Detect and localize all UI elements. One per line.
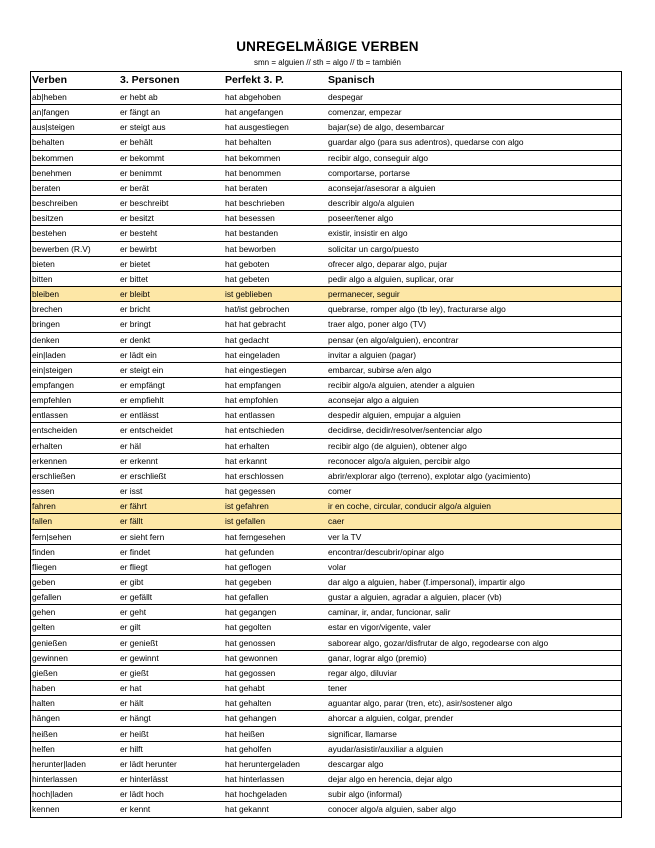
table-row (30, 363, 621, 378)
cell-spanish: tener (328, 683, 348, 694)
table-row (30, 211, 621, 226)
cell-verb: gehen (32, 607, 56, 618)
cell-spanish: permanecer, seguir (328, 289, 400, 300)
cell-perfekt: hat beworben (225, 243, 276, 254)
cell-verb: empfehlen (32, 395, 72, 406)
cell-3-person: er findet (120, 546, 151, 557)
cell-verb: essen (32, 486, 55, 497)
table-row (30, 772, 621, 787)
cell-spanish: descargar algo (328, 758, 384, 769)
cell-perfekt: hat hat gebracht (225, 319, 286, 330)
cell-perfekt: ist geblieben (225, 289, 273, 300)
cell-3-person: er gilt (120, 622, 141, 633)
cell-verb: brechen (32, 304, 63, 315)
cell-spanish: caer (328, 516, 345, 527)
cell-verb: kennen (32, 804, 60, 815)
header-3-personen: 3. Personen (120, 74, 180, 86)
cell-3-person: er hebt ab (120, 92, 158, 102)
cell-verb: aus|steigen (32, 122, 75, 133)
cell-3-person: er berät (120, 182, 149, 193)
cell-spanish: ayudar/asistir/auxiliar a alguien (328, 743, 443, 754)
cell-3-person: er bricht (120, 304, 151, 315)
cell-3-person: er häl (120, 440, 141, 451)
table-row (30, 105, 621, 120)
table-row (30, 348, 621, 363)
cell-spanish: recibir algo/a alguien, atender a alguien (328, 379, 475, 390)
table-row (30, 636, 621, 651)
cell-perfekt: hat heruntergeladen (225, 758, 300, 769)
table-row (30, 696, 621, 711)
cell-spanish: traer algo, poner algo (TV) (328, 319, 427, 330)
cell-3-person: er sieht fern (120, 531, 165, 542)
table-row (30, 333, 621, 348)
cell-perfekt: hat erkannt (225, 455, 267, 466)
cell-perfekt: hat entschieden (225, 425, 285, 436)
cell-spanish: bajar(se) de algo, desembarcar (328, 122, 445, 133)
cell-perfekt: hat geflogen (225, 561, 272, 572)
cell-verb: bieten (32, 258, 55, 269)
table-row (30, 181, 621, 196)
cell-spanish: subir algo (informal) (328, 789, 403, 800)
cell-perfekt: hat gekannt (225, 804, 269, 815)
cell-3-person: er erkennt (120, 455, 158, 466)
cell-verb: entscheiden (32, 425, 78, 436)
cell-3-person: er lädt ein (120, 349, 157, 360)
cell-spanish: comer (328, 486, 352, 497)
table-row (30, 120, 621, 135)
page-title: UNREGELMÄßIGE VERBEN (236, 39, 419, 54)
table-row (30, 666, 621, 681)
cell-perfekt: ist gefallen (225, 516, 266, 527)
cell-verb: benehmen (32, 167, 72, 178)
verb-table (30, 71, 621, 818)
cell-3-person: er gewinnt (120, 652, 159, 663)
cell-3-person: er empfiehlt (120, 395, 164, 406)
cell-verb: helfen (32, 743, 55, 754)
cell-3-person: er beschreibt (120, 198, 169, 209)
cell-3-person: er geht (120, 607, 147, 618)
table-row (30, 226, 621, 241)
cell-3-person: er bewirbt (120, 243, 157, 254)
cell-spanish: ver la TV (328, 531, 362, 542)
table-row (30, 439, 621, 454)
cell-perfekt: hat behalten (225, 137, 272, 148)
cell-perfekt: hat empfohlen (225, 395, 279, 406)
cell-verb: an|fangen (32, 107, 70, 118)
cell-spanish: aconsejar/asesorar a alguien (328, 182, 436, 193)
cell-spanish: existir, insistir en algo (328, 228, 408, 239)
cell-perfekt: hat bestanden (225, 228, 279, 239)
table-row (30, 302, 621, 317)
cell-3-person: er fällt (120, 516, 143, 527)
cell-3-person: er lädt herunter (120, 758, 177, 769)
cell-verb: gefallen (32, 592, 62, 603)
cell-spanish: estar en vigor/vigente, valer (328, 622, 431, 633)
cell-perfekt: hat erhalten (225, 440, 270, 451)
cell-spanish: significar, llamarse (328, 728, 397, 739)
cell-perfekt: hat hochgeladen (225, 789, 287, 800)
cell-perfekt: hat geholfen (225, 743, 272, 754)
cell-perfekt: hat gegeben (225, 577, 272, 587)
cell-3-person: er kennt (120, 804, 151, 815)
cell-perfekt: hat erschlossen (225, 470, 284, 481)
table-header (30, 71, 621, 90)
cell-spanish: ofrecer algo, deparar algo, pujar (328, 258, 448, 269)
cell-3-person: er entlässt (120, 410, 159, 421)
cell-perfekt: hat benommen (225, 167, 281, 178)
cell-perfekt: hat entlassen (225, 410, 275, 421)
cell-perfekt: hat gewonnen (225, 652, 278, 663)
table-row (30, 514, 621, 529)
cell-verb: beschreiben (32, 198, 78, 209)
cell-spanish: ir en coche, circular, conducir algo/a alguien (328, 501, 491, 512)
cell-perfekt: hat gegossen (225, 667, 276, 678)
cell-perfekt: hat abgehoben (225, 92, 281, 102)
cell-spanish: pensar (en algo/alguien), encontrar (328, 334, 459, 345)
cell-perfekt: hat heißen (225, 728, 265, 739)
cell-spanish: aconsejar algo a alguien (328, 395, 419, 406)
table-row (30, 651, 621, 666)
cell-spanish: regar algo, diluviar (328, 667, 397, 678)
cell-verb: fallen (32, 516, 53, 527)
cell-spanish: reconocer algo/a alguien, percibir algo (328, 455, 470, 466)
cell-verb: hängen (32, 713, 60, 724)
cell-spanish: invitar a alguien (pagar) (328, 349, 416, 360)
table-row (30, 681, 621, 696)
cell-verb: fern|sehen (32, 531, 72, 542)
cell-verb: gewinnen (32, 652, 68, 663)
cell-3-person: er fährt (120, 501, 147, 512)
cell-perfekt: hat eingeladen (225, 349, 280, 360)
cell-verb: bitten (32, 273, 53, 284)
cell-perfekt: hat beschrieben (225, 198, 285, 209)
cell-verb: genießen (32, 637, 67, 648)
cell-3-person: er gibt (120, 577, 144, 587)
table-row (30, 393, 621, 408)
cell-spanish: describir algo/a alguien (328, 198, 415, 209)
cell-verb: ab|heben (32, 92, 67, 102)
cell-verb: gießen (32, 667, 58, 678)
table-row (30, 423, 621, 438)
cell-verb: bewerben (R.V) (32, 243, 91, 254)
cell-verb: herunter|laden (32, 758, 86, 769)
cell-spanish: dejar algo en herencia, dejar algo (328, 774, 453, 785)
cell-perfekt: hat besessen (225, 213, 275, 224)
cell-spanish: recibir algo (de alguien), obtener algo (328, 440, 467, 451)
cell-verb: erschließen (32, 470, 76, 481)
cell-perfekt: hat beraten (225, 182, 268, 193)
cell-3-person: er hängt (120, 713, 151, 724)
cell-perfekt: hat ferngesehen (225, 531, 286, 542)
cell-verb: entlassen (32, 410, 68, 421)
table-row (30, 135, 621, 150)
cell-perfekt: hat/ist gebrochen (225, 304, 290, 315)
cell-perfekt: hat empfangen (225, 379, 281, 390)
cell-spanish: volar (328, 561, 347, 572)
table-row (30, 151, 621, 166)
cell-3-person: er hält (120, 698, 144, 709)
table-row (30, 787, 621, 802)
table-row (30, 590, 621, 605)
table-row (30, 757, 621, 772)
cell-spanish: embarcar, subirse a/en algo (328, 364, 432, 375)
cell-verb: halten (32, 698, 55, 709)
cell-spanish: gustar a alguien, agradar a alguien, placer (vb) (328, 592, 502, 603)
cell-3-person: er hilft (120, 743, 143, 754)
cell-perfekt: hat gegangen (225, 607, 277, 618)
cell-verb: geben (32, 577, 56, 587)
table-row (30, 530, 621, 545)
table-row (30, 742, 621, 757)
cell-3-person: er behält (120, 137, 153, 148)
table-body (30, 90, 621, 818)
cell-perfekt: hat geboten (225, 258, 270, 269)
cell-perfekt: hat gebeten (225, 273, 270, 284)
table-row (30, 166, 621, 181)
cell-spanish: saborear algo, gozar/disfrutar de algo, regodearse con algo (328, 637, 549, 648)
table-left-border (30, 71, 31, 818)
cell-spanish: ganar, lograr algo (premio) (328, 652, 427, 663)
cell-spanish: comenzar, empezar (328, 107, 402, 118)
cell-verb: bleiben (32, 289, 60, 300)
cell-perfekt: hat hinterlassen (225, 774, 285, 785)
table-row (30, 317, 621, 332)
cell-spanish: abrir/explorar algo (terreno), explotar algo (yacimiento) (328, 470, 531, 481)
cell-perfekt: hat gehabt (225, 683, 265, 694)
cell-3-person: er fliegt (120, 561, 148, 572)
cell-spanish: encontrar/descubrir/opinar algo (328, 546, 444, 557)
cell-verb: ein|laden (32, 349, 66, 360)
cell-perfekt: hat gegolten (225, 622, 272, 633)
header-perfekt: Perfekt 3. P. (225, 74, 284, 86)
cell-verb: bestehen (32, 228, 67, 239)
cell-spanish: pedir algo a alguien, suplicar, orar (328, 273, 454, 284)
cell-perfekt: hat gefallen (225, 592, 269, 603)
cell-3-person: er bittet (120, 273, 148, 284)
cell-spanish: conocer algo/a alguien, saber algo (328, 804, 457, 815)
cell-3-person: er empfängt (120, 379, 165, 390)
table-row (30, 242, 621, 257)
cell-verb: finden (32, 546, 55, 557)
table-row (30, 408, 621, 423)
table-row (30, 469, 621, 484)
cell-verb: erkennen (32, 455, 67, 466)
cell-perfekt: hat genossen (225, 637, 276, 648)
cell-3-person: er isst (120, 486, 143, 497)
cell-3-person: er genießt (120, 637, 158, 648)
cell-spanish: poseer/tener algo (328, 213, 394, 224)
cell-verb: besitzen (32, 213, 64, 224)
table-row (30, 727, 621, 742)
cell-spanish: despedir alguien, empujar a alguien (328, 410, 461, 421)
cell-perfekt: hat gefunden (225, 546, 274, 557)
cell-verb: fahren (32, 501, 56, 512)
cell-verb: fliegen (32, 561, 57, 572)
cell-3-person: er bietet (120, 258, 151, 269)
abbreviation-legend: smn = alguien // sth = algo // tb = también (254, 58, 401, 67)
cell-3-person: er benimmt (120, 167, 162, 178)
table-row (30, 90, 621, 105)
table-row (30, 802, 621, 817)
table-row (30, 484, 621, 499)
cell-perfekt: hat gegessen (225, 486, 276, 497)
cell-3-person: er lädt hoch (120, 789, 164, 800)
table-right-border (621, 71, 622, 818)
cell-3-person: er steigt ein (120, 364, 164, 375)
table-row (30, 454, 621, 469)
cell-3-person: er steigt aus (120, 122, 166, 133)
cell-spanish: comportarse, portarse (328, 167, 410, 178)
cell-spanish: guardar algo (para sus adentros), quedarse con algo (328, 137, 524, 148)
cell-perfekt: ist gefahren (225, 501, 269, 512)
cell-verb: haben (32, 683, 56, 694)
cell-verb: beraten (32, 182, 61, 193)
cell-spanish: ahorcar a alguien, colgar, prender (328, 713, 454, 724)
cell-perfekt: hat angefangen (225, 107, 284, 118)
cell-3-person: er bringt (120, 319, 151, 330)
cell-verb: behalten (32, 137, 65, 148)
table-row (30, 545, 621, 560)
table-row (30, 605, 621, 620)
cell-3-person: er bleibt (120, 289, 150, 300)
cell-perfekt: hat eingestiegen (225, 364, 287, 375)
cell-verb: gelten (32, 622, 55, 633)
cell-3-person: er erschließt (120, 470, 167, 481)
header-spanisch: Spanisch (328, 74, 375, 86)
table-row (30, 560, 621, 575)
cell-spanish: caminar, ir, andar, funcionar, salir (328, 607, 451, 618)
cell-spanish: dar algo a alguien, haber (f.impersonal), impartir algo (328, 577, 525, 587)
cell-verb: denken (32, 334, 60, 345)
cell-spanish: solicitar un cargo/puesto (328, 243, 419, 254)
cell-3-person: er fängt an (120, 107, 161, 118)
cell-3-person: er gießt (120, 667, 149, 678)
table-row (30, 575, 621, 590)
cell-verb: hoch|laden (32, 789, 73, 800)
cell-3-person: er besitzt (120, 213, 154, 224)
cell-3-person: er bekommt (120, 152, 165, 163)
cell-3-person: er denkt (120, 334, 151, 345)
cell-3-person: er hat (120, 683, 142, 694)
cell-perfekt: hat gehalten (225, 698, 272, 709)
cell-verb: bekommen (32, 152, 74, 163)
cell-verb: bringen (32, 319, 60, 330)
cell-perfekt: hat ausgestiegen (225, 122, 289, 133)
cell-spanish: despegar (328, 92, 363, 102)
cell-spanish: decidirse, decidir/resolver/sentenciar algo (328, 425, 483, 436)
cell-verb: ein|steigen (32, 364, 73, 375)
cell-verb: hinterlassen (32, 774, 78, 785)
cell-3-person: er entscheidet (120, 425, 173, 436)
cell-spanish: aguantar algo, parar (tren, etc), asir/sostener algo (328, 698, 513, 709)
cell-3-person: er gefällt (120, 592, 153, 603)
cell-perfekt: hat gehangen (225, 713, 277, 724)
cell-3-person: er heißt (120, 728, 149, 739)
table-row (30, 196, 621, 211)
cell-verb: heißen (32, 728, 58, 739)
cell-verb: empfangen (32, 379, 74, 390)
cell-verb: erhalten (32, 440, 63, 451)
table-row (30, 620, 621, 635)
table-row (30, 272, 621, 287)
cell-3-person: er besteht (120, 228, 158, 239)
cell-3-person: er hinterlässt (120, 774, 168, 785)
table-row (30, 287, 621, 302)
header-verben: Verben (32, 74, 68, 86)
cell-spanish: recibir algo, conseguir algo (328, 152, 429, 163)
table-row (30, 378, 621, 393)
cell-perfekt: hat gedacht (225, 334, 269, 345)
table-row (30, 711, 621, 726)
table-row (30, 257, 621, 272)
table-row (30, 499, 621, 514)
cell-perfekt: hat bekommen (225, 152, 281, 163)
cell-spanish: quebrarse, romper algo (tb ley), fracturarse algo (328, 304, 506, 315)
